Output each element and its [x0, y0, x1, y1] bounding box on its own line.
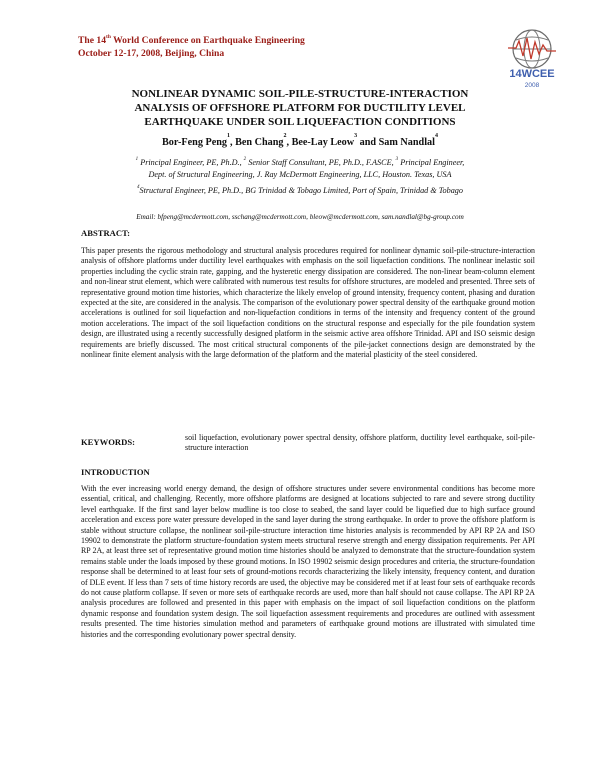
affil-text: Structural Engineer, PE, Ph.D., BG Trinidad & Tobago Limited, Port of Spain, Trinidad & Tobago	[139, 186, 463, 195]
affil-sup: 1	[135, 157, 139, 162]
conference-header	[78, 35, 305, 60]
introduction-text: With the ever increasing world energy demand, the design of offshore structures under severe environmental conditions has become more essential, critical, and challenging. Recently, more offshore platforms are designed at locations subjected to rare and severe strong ductility level earthquake. If the first sand layer below mudline is too close to seabed, the sand layer could be liquefied due to high surface ground acceleration and excess pore water pressure developed in the sand layer during the strong earthquake. In order to prove the offshore platform is stable without structure collapse, the nonlinear soil-pile-structure interaction time histories analysis is recommended by API RP 2A and ISO 19902 to demonstrate the platform structure-foundation system meets structural reserve strength and energy dissipation requirements. Per API RP 2A, at least three set of representative ground motion time histories should be analyzed to demonstrate that the structure-foundation system remains stable under the loads imposed by these ground motions. In ISO 19902 seismic design procedures and criteria, the structure-foundation response shall be determined to at least four sets of ground-motions records characterizing the likely intensity, frequency content, and duration of DLE event. If less than 7 sets of time history records are used, the objective may be considered met if at least four sets of earthquake records do not cause platform collapse. If seven or more sets of earthquake records are used, more than half should not cause collapse. The API RP 2A analysis procedures are followed and presented in this paper with emphasis on the impact of soil liquefaction conditions on the platform dynamic response and foundation system design. The soil liquefaction assessment requirements and procedures are outlined with assessment results presented. The time histories simulation method and parameters of earthquake ground motions are illustrated with simulated time histories and the corresponding evolutionary power spectral density.	[81, 484, 535, 639]
affil-sup: 4	[136, 185, 140, 190]
affil-text: Senior Staff Consultant, PE, Ph.D., F.ASCE,	[246, 158, 396, 167]
author-emails: Email: bfpeng@mcdermott.com, sschang@mcdermott.com, bleow@mcdermott.com, sam.nandlal@bg-group.com	[136, 213, 464, 221]
affil-text: Principal Engineer,	[398, 158, 465, 167]
conference-ordinal-sup: th	[106, 34, 111, 40]
affil-text: Principal Engineer, PE, Ph.D.,	[138, 158, 244, 167]
author-sup: 2	[283, 133, 287, 139]
author-sep: and	[357, 137, 379, 148]
paper-title	[60, 87, 540, 129]
conference-name: World Conference on Earthquake Engineering	[110, 35, 305, 46]
conference-dates: October 12-17, 2008, Beijing, China	[78, 47, 225, 59]
affiliation-line-2: Dept. of Structural Engineering, J. Ray McDermott Engineering, LLC, Houston. Texas, USA	[148, 170, 452, 179]
affiliation-line-1	[56, 158, 544, 169]
affil-sup: 2	[243, 157, 247, 162]
introduction-heading: INTRODUCTION	[81, 467, 150, 477]
author-sep: ,	[229, 137, 236, 148]
logo-year: 2008	[524, 82, 540, 89]
affil-sup: 3	[395, 157, 399, 162]
title-line: NONLINEAR DYNAMIC SOIL-PILE-STRUCTURE-INTERACTION	[131, 88, 469, 100]
author-name: Sam Nandlal	[378, 137, 435, 148]
keywords-text: soil liquefaction, evolutionary power spectral density, offshore platform, ductility level earthquake, soil-pile-structure interaction	[185, 433, 535, 453]
author-name: Ben Chang	[235, 137, 284, 148]
author-list	[60, 133, 540, 148]
author-sep: ,	[286, 137, 292, 148]
author-sup: 4	[434, 133, 438, 139]
abstract-heading: ABSTRACT:	[81, 228, 131, 238]
wcee-logo	[506, 26, 558, 92]
affiliation-line-3	[56, 186, 544, 197]
globe-icon	[508, 30, 556, 68]
conference-name-line	[78, 35, 305, 48]
author-sup: 3	[354, 133, 358, 139]
author-name: Bee-Lay Leow	[291, 137, 355, 148]
logo-text: 14WCEE	[509, 68, 555, 80]
author-sup: 1	[226, 133, 230, 139]
title-line: ANALYSIS OF OFFSHORE PLATFORM FOR DUCTILITY LEVEL	[134, 102, 466, 114]
keywords-heading: KEYWORDS:	[81, 437, 135, 447]
author-name: Bor-Feng Peng	[162, 137, 227, 148]
conference-ordinal: The 14	[78, 35, 106, 46]
title-line: EARTHQUAKE UNDER SOIL LIQUEFACTION CONDITIONS	[144, 116, 456, 128]
abstract-text: This paper presents the rigorous methodology and structural analysis procedures required for nonlinear dynamic soil-pile-structure-interaction analysis of offshore platforms under ductility level earthquakes with emphasis on the soil liquefaction conditions. The nonlinear inelastic soil properties including the cyclic strain rate, gapping, and the hysteretic energy dissipation are considered. The non-linear beam-column element and non-linear strut element, which were calibrated with numerous test results for offshore structures, are modeled and presented. Three sets of representative ground motion time histories, which characterize the likely envelop of ground intensity, frequency content, phasing and duration expected at the site, are considered in the analysis. The comparison of the evolutionary power spectral density of the earthquake ground motion accelerations is outlined for soil liquefaction and non-liquefaction conditions in terms of the intensity and frequency content of the ground motion accelerations. The impact of the soil liquefaction conditions on the structural response and especially for the pile foundation system design, are illustrated using a recently successfully designed platform in the seismic active area offshore Trinidad. API and ISO seismic design requirements are briefly discussed. The most critical structural components of the pile-jacket connections design are demonstrated by the nonlinear finite element analysis with the large deformation of the platform and the material plasticity of the steel considered.	[81, 246, 535, 360]
